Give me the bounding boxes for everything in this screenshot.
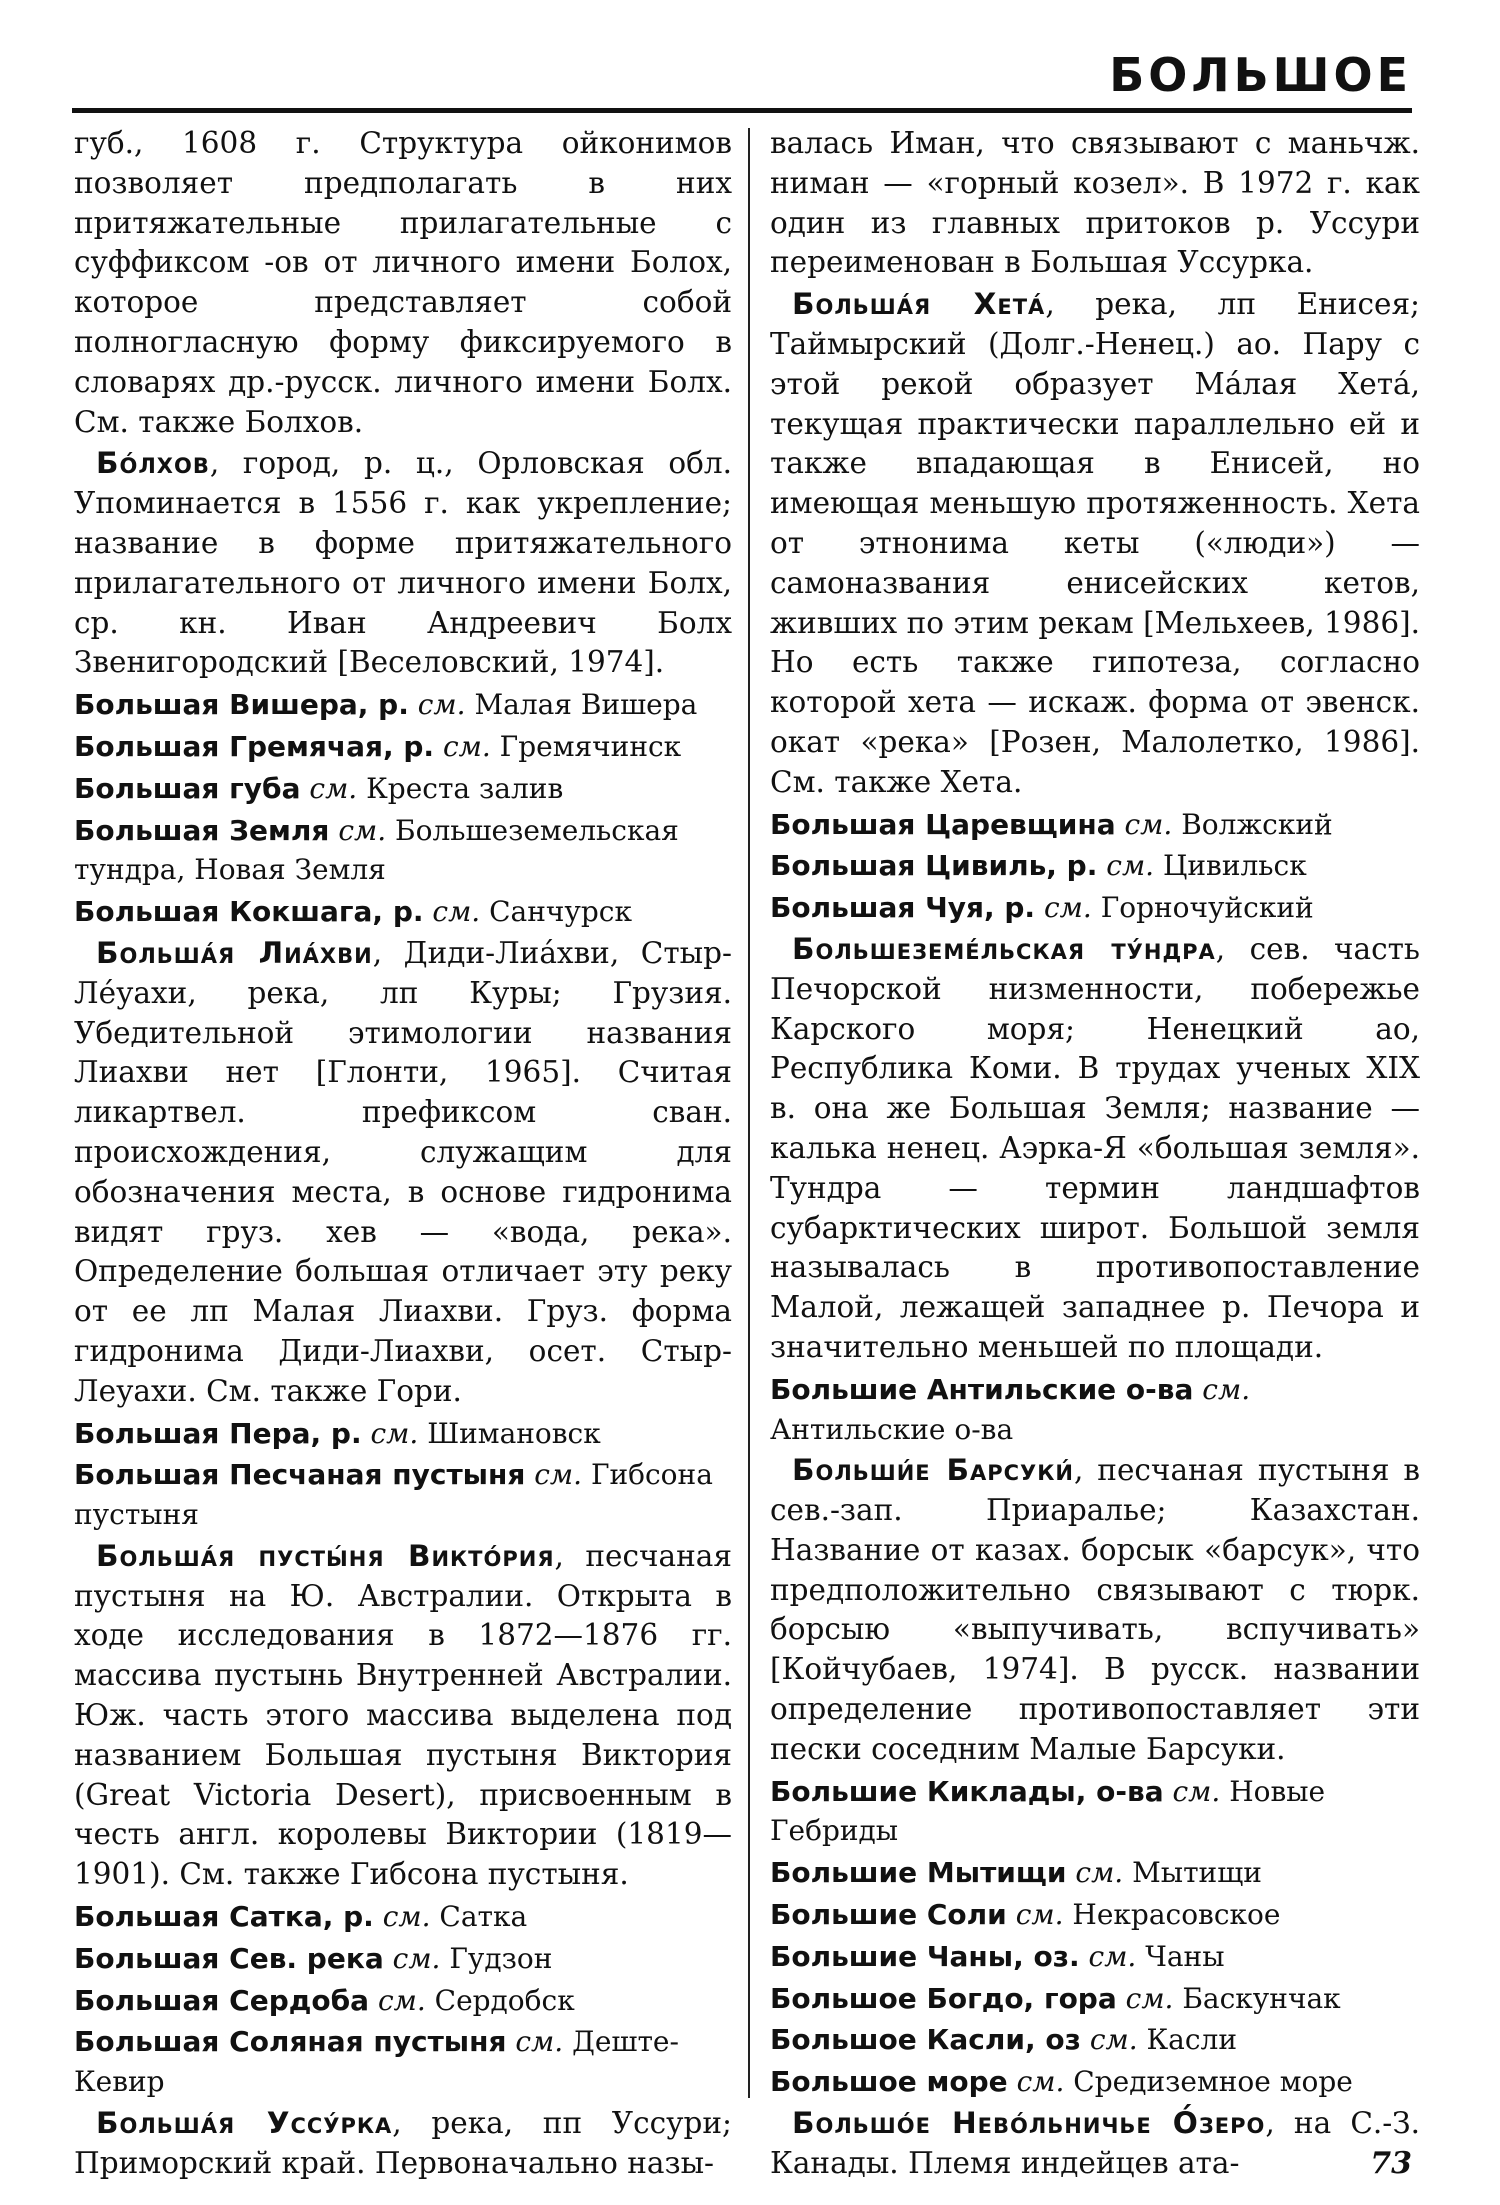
entry-body: , на С.-З. Канады. Племя индейцев ата- [770,2106,1420,2180]
entry-body: , песчаная пустыня на Ю. Австралии. Открыта в ходе исследования в 1872—1876 гг. массива пустынь Внутренней Австралии. Юж. часть этого массива выделена под названием Большая пустыня Виктория (Great Victoria Desert), присвоенным в честь англ. королевы Виктории (1819—1901). См. также Гибсона пустыня. [74,1538,732,1892]
entry-body: , город, р. ц., Орловская обл. Упоминается в 1556 г. как укрепление; название в форме притяжательного прилагательного от личного имени Болх, ср. кн. Иван Андреевич Болх Звенигородский [Веселовский, 1974]. [74,446,732,680]
entry-headword: Большая Соляная пустыня [74,2025,507,2059]
cross-reference-entry [770,846,1420,886]
see-marker: см. [1088,1939,1137,1973]
cross-reference-entry [770,2020,1420,2060]
reference-target: Гремячинск [499,729,682,763]
reference-target: Некрасовское [1072,1898,1281,1932]
see-marker: см. [1125,1981,1174,2015]
column-divider [748,128,750,2098]
entry-headword: Большая Пера, р. [74,1416,362,1450]
reference-target: Горночуйский [1100,891,1314,925]
see-marker: см. [1124,807,1173,841]
entry-headword: Больша́я пусты́ня Викто́рия [96,1538,555,1573]
cross-reference-entry [74,769,732,809]
cross-reference-entry [74,892,732,932]
see-marker: см. [1106,849,1155,883]
entry-headword: Больша́я Уссу́рка [96,2106,393,2141]
see-marker: см. [1089,2023,1138,2057]
see-marker: см. [1172,1774,1221,1808]
entry-headword: Большая Сатка, р. [74,1900,374,1934]
cross-reference-entry [770,1979,1420,2019]
entry-headword: Большая Царевщина [770,807,1116,841]
see-marker: см. [417,688,466,722]
entry-continuation [770,124,1420,283]
cross-reference-entry [74,1981,732,2021]
see-marker: см. [382,1900,431,1934]
see-marker: см. [1015,1898,1064,1932]
entry-headword: Большое море [770,2065,1008,2099]
entry-headword: Большие Соли [770,1898,1007,1932]
cross-reference-entry [770,2062,1420,2102]
dictionary-entry [770,1451,1420,1769]
entry-headword: Большеземе́льская ту́ндра [792,931,1216,966]
entry-headword: Большие Мытищи [770,1856,1067,1890]
cross-reference-entry [74,811,732,891]
cross-reference-entry [74,1414,732,1454]
see-marker: см. [1016,2065,1065,2099]
cross-reference-entry [74,2022,732,2102]
cross-reference-entry [74,1939,732,1979]
entry-body: , песчаная пустыня в сев.-зап. Приаралье; Казахстан. Название от казах. борсык «барсук», что предположительно связывают с тюрк. борсыю «выпучивать, вспучивать» [Койчубаев, 1974]. В русск. названии определение противопоставляет эти пески соседним Малые Барсуки. [770,1453,1421,1766]
see-marker: см. [442,729,491,763]
cross-reference-entry [770,1853,1420,1893]
see-marker: см. [392,1941,441,1975]
page-number: 73 [1370,2146,1412,2181]
reference-target: Чаны [1145,1939,1225,1973]
dictionary-entry [74,934,732,1412]
entry-headword: Больша́я Хета́ [792,287,1046,322]
entry-headword: Большое Касли, оз [770,2023,1081,2057]
see-marker: см. [1202,1372,1251,1406]
see-marker: см. [377,1983,426,2017]
entry-body: , река, пп Уссури; Приморский край. Первоначально назы- [74,2106,732,2180]
reference-target: Цивильск [1162,849,1307,883]
see-marker: см. [338,813,387,847]
entry-headword: Большая Сердоба [74,1983,370,2017]
reference-target: Волжский [1181,807,1333,841]
reference-target: Новые Гебриды [770,1774,1326,1848]
entry-headword: Больша́я Лиа́хви [96,935,373,970]
reference-target: Сердобск [434,1983,575,2017]
cross-reference-entry [74,727,732,767]
header-rule [72,108,1412,113]
entry-headword: Бо́лхов [96,446,210,481]
dictionary-entry [770,930,1420,1368]
entry-headword: Большие Чаны, оз. [770,1939,1080,1973]
reference-target: Гибсона пустыня [74,1458,713,1532]
dictionary-entry [770,285,1420,802]
see-marker: см. [1075,1856,1124,1890]
cross-reference-entry [770,1937,1420,1977]
entry-headword: Больши́е Барсуки́ [792,1453,1074,1488]
entry-headword: Большая Земля [74,813,330,847]
cross-reference-entry [770,1370,1420,1450]
reference-target: Санчурск [489,895,632,929]
see-marker: см. [432,895,481,929]
see-marker: см. [534,1458,583,1492]
entry-headword: Большо́е Нево́льничье О́зеро [792,2106,1266,2141]
dictionary-entry [74,1537,732,1895]
entry-headword: Большая Чуя, р. [770,891,1036,925]
dictionary-entry [74,2104,732,2184]
entry-headword: Большая Вишера, р. [74,688,409,722]
cross-reference-entry [770,888,1420,928]
reference-target: Мытищи [1132,1856,1262,1890]
reference-target: Сатка [439,1900,528,1934]
entry-continuation [74,124,732,442]
entry-headword: Большая Сев. река [74,1941,384,1975]
dictionary-entry [74,444,732,683]
reference-target: Касли [1146,2023,1238,2057]
entry-body: , сев. часть Печорской низменности, побережье Карского моря; Ненецкий ао, Республика Коми. В трудах ученых XIX в. она же Большая Земля; название — калька ненец. Аэрка-Я «большая земля». Тундра — термин ландшафтов субарктических широт. Большой земля называлась в противопоставление Малой, лежащей западнее р. Печора и значительно меньшей по площади. [770,931,1420,1364]
reference-target: Баскунчак [1182,1981,1341,2015]
entry-headword: Большая Песчаная пустыня [74,1458,526,1492]
entry-headword: Большая Гремячая, р. [74,729,435,763]
reference-target: Средиземное море [1073,2065,1353,2099]
entry-body: губ., 1608 г. Структура ойконимов позволяет предполагать в них притяжательные прилагательные с суффиксом -ов от личного имени Болох, которое представляет собой полногласную форму фиксируемого в словарях др.-русск. личного имени Болх. См. также Болхов. [74,126,732,439]
right-column [770,124,1420,2186]
cross-reference-entry [770,805,1420,845]
left-column [74,124,732,2186]
running-header: БОЛЬШОЕ [1109,48,1412,102]
reference-target: Гудзон [449,1941,553,1975]
reference-target: Большеземельская тундра, Новая Земля [74,813,679,887]
reference-target: Антильские о-ва [770,1412,1014,1446]
reference-target: Деште-Кевир [74,2025,679,2099]
cross-reference-entry [770,1895,1420,1935]
dictionary-entry [770,2104,1420,2184]
see-marker: см. [515,2025,564,2059]
reference-target: Малая Вишера [474,688,698,722]
see-marker: см. [370,1416,419,1450]
cross-reference-entry [74,685,732,725]
cross-reference-entry [770,1772,1420,1852]
entry-body: , Диди-Лиа́хви, Стыр-Ле́уахи, река, лп Куры; Грузия. Убедительной этимологии названия Лиахви нет [Глонти, 1965]. Считая ликартвел. префиксом сван. происхождения, служащим для обозначения места, в основе гидронима видят груз. хев — «вода, река». Определение большая отличает эту реку от ее лп Малая Лиахви. Груз. форма гидронима Диди-Лиахви, осет. Стыр-Леуахи. См. также Гори. [74,935,732,1408]
entry-headword: Большая Кокшага, р. [74,895,424,929]
reference-target: Шимановск [427,1416,601,1450]
cross-reference-entry [74,1897,732,1937]
entry-body: , река, лп Енисея; Таймырский (Долг.-Ненец.) ао. Пару с этой рекой образует Ма́лая Хета́, текущая практически параллельно ей и также впадающая в Енисей, но имеющая меньшую протяженность. Хета от этнонима кеты («люди») — самоназвания енисейских кетов, живших по этим рекам [Мельхеев, 1986]. Но есть также гипотеза, согласно которой хета — искаж. форма от эвенск. окат «река» [Розен, Малолетко, 1986]. См. также Хета. [770,287,1420,799]
entry-headword: Большая Цивиль, р. [770,849,1098,883]
see-marker: см. [309,771,358,805]
entry-body: валась Иман, что связывают с маньчж. ниман — «горный козел». В 1972 г. как один из главных притоков р. Уссури переименован в Большая Уссурка. [770,126,1420,280]
see-marker: см. [1043,891,1092,925]
cross-reference-entry [74,1455,732,1535]
entry-headword: Большие Антильские о-ва [770,1372,1194,1406]
entry-headword: Большое Богдо, гора [770,1981,1117,2015]
entry-headword: Большие Киклады, о-ва [770,1774,1164,1808]
entry-headword: Большая губа [74,771,301,805]
reference-target: Креста залив [366,771,564,805]
